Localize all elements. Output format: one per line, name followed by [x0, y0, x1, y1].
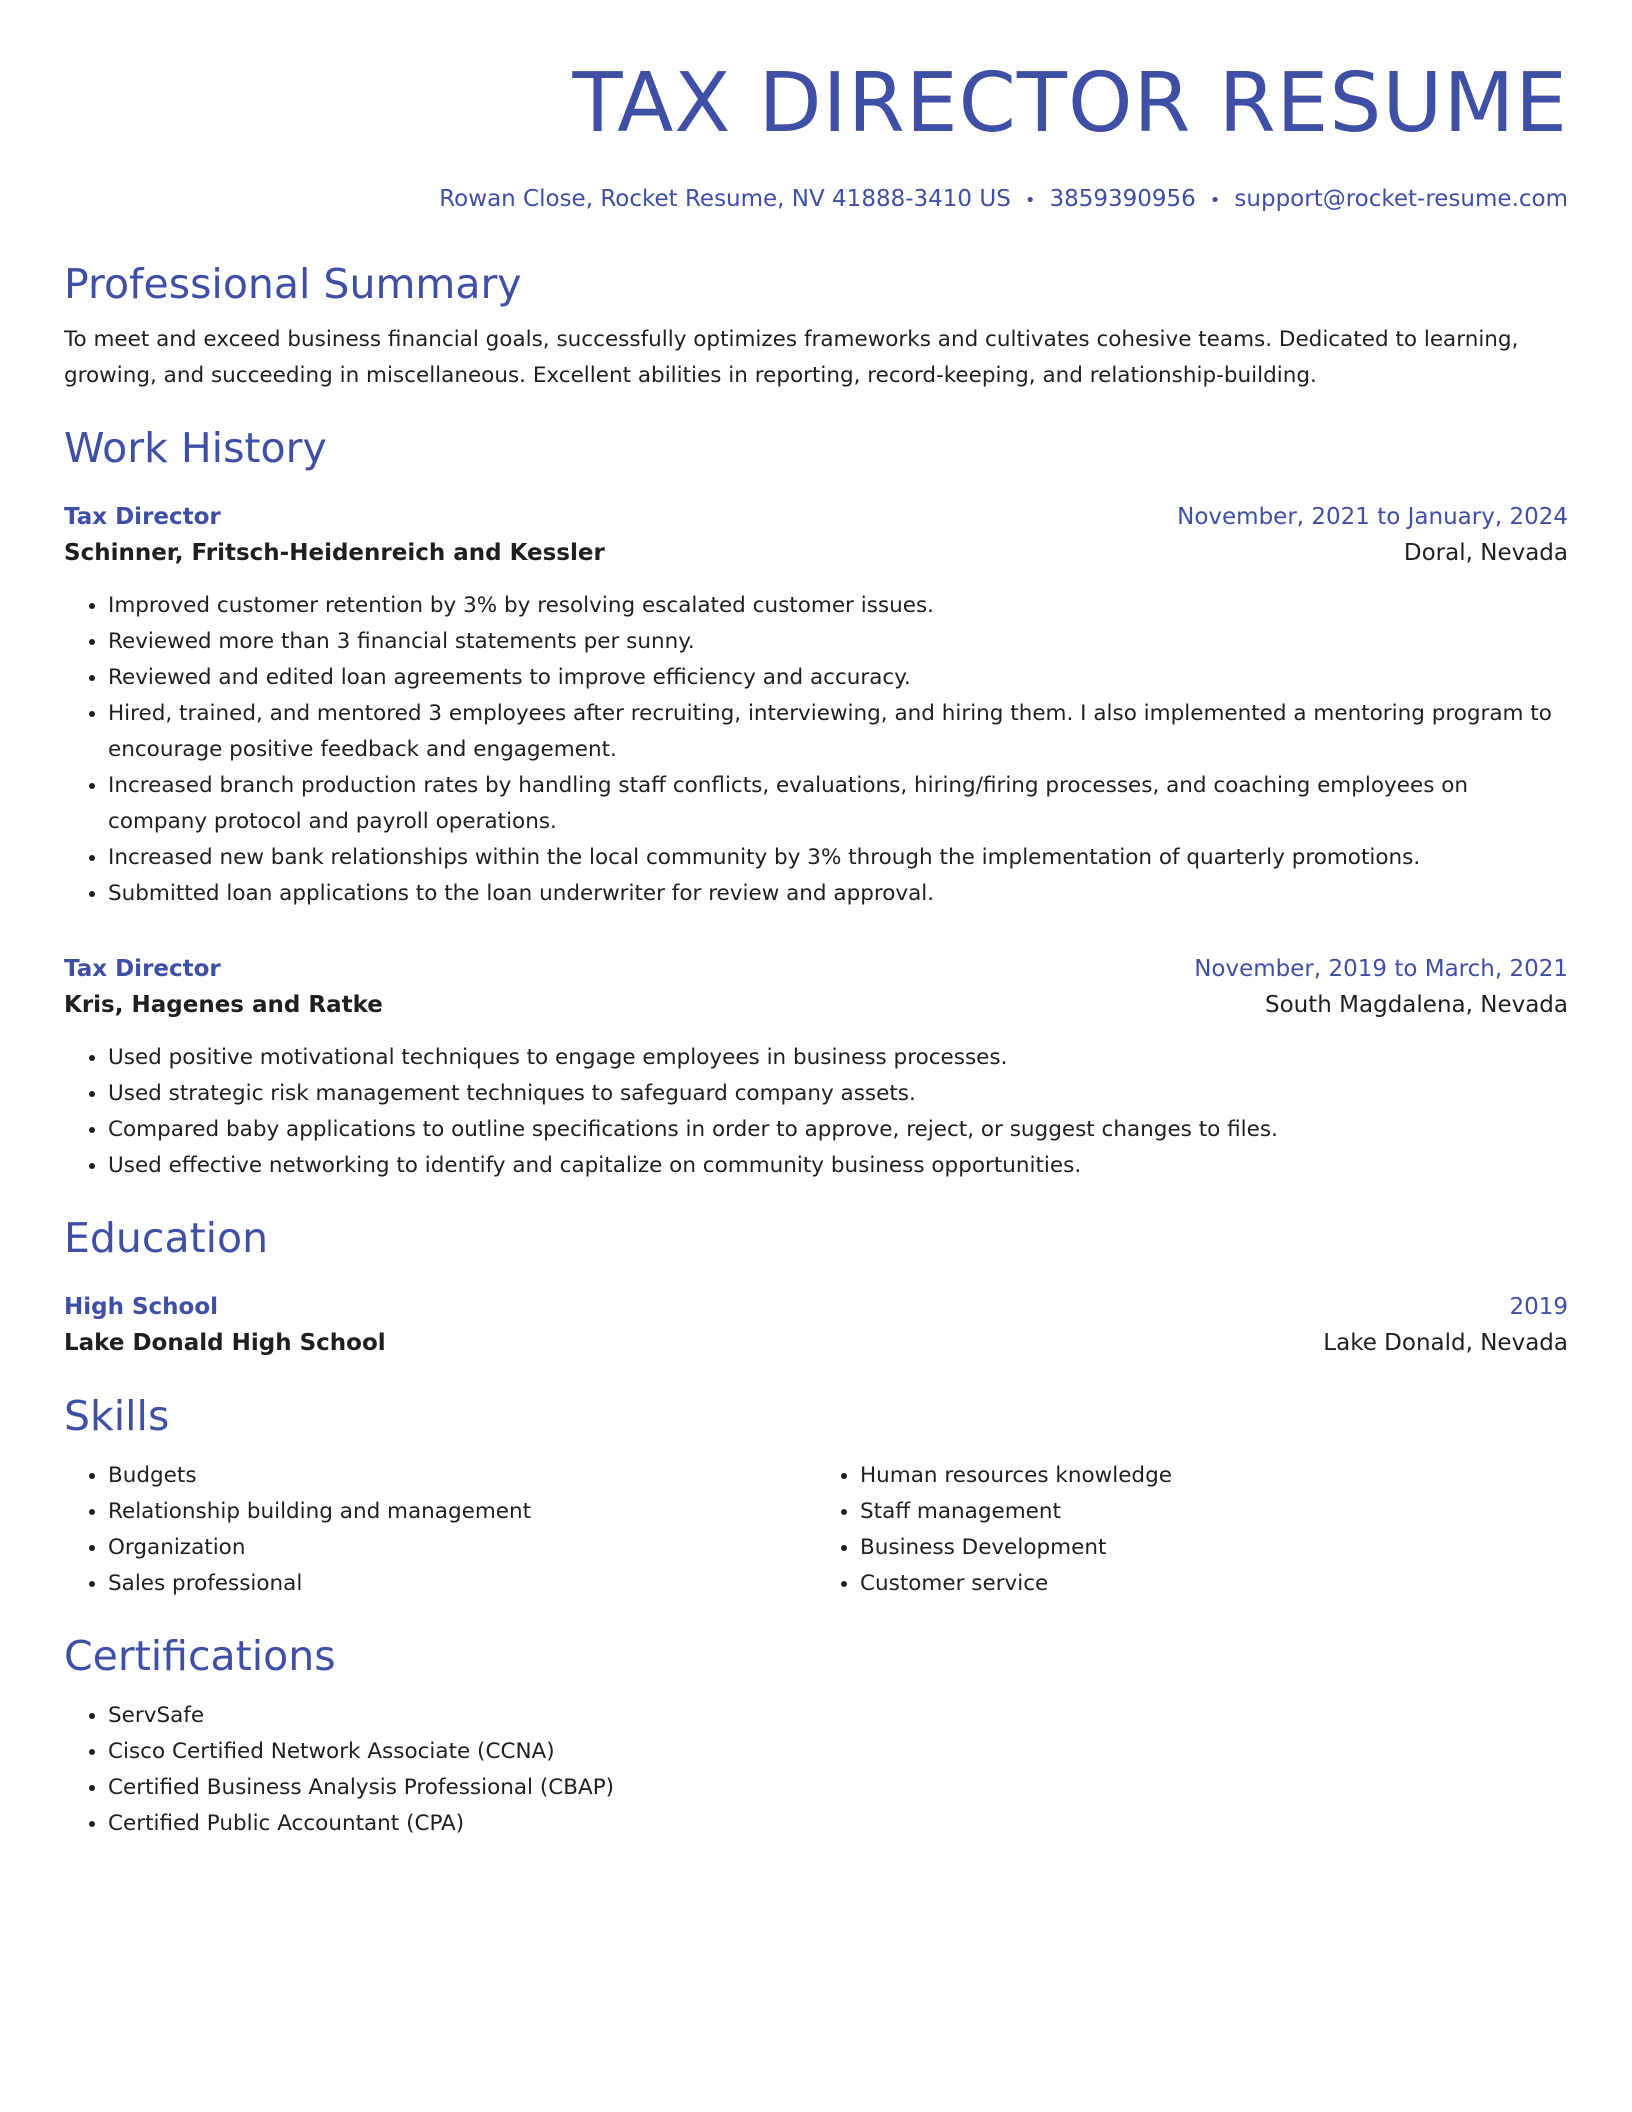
job-bullet: • Increased branch production rates by handling staff conflicts, evaluations, hiring/firing processes, and coaching employees on company protocol and payroll operations.: [108, 768, 1568, 840]
job-location: South Magdalena, Nevada: [1265, 992, 1568, 1018]
skill-item: • Relationship building and management: [108, 1494, 816, 1530]
skill-item: • Human resources knowledge: [860, 1458, 1568, 1494]
summary-text: To meet and exceed business financial goals, successfully optimizes frameworks and cultivates cohesive teams. Dedicated to learning, growing, and succeeding in miscellaneous. Excellent abilities in reporting, record-keeping, and relationship-building.: [64, 327, 1519, 388]
job-header-row: [64, 500, 1568, 534]
skill-item: • Sales professional: [108, 1566, 816, 1602]
contact-phone: 3859390956: [1049, 186, 1196, 212]
education-location: Lake Donald, Nevada: [1323, 1330, 1568, 1356]
skill-item: • Budgets: [108, 1458, 816, 1494]
job-entry-1: [64, 500, 1568, 912]
education-school: Lake Donald High School: [64, 1330, 386, 1356]
job-bullets: [64, 1040, 1568, 1184]
job-bullet: • Used effective networking to identify and capitalize on community business opportunities.: [108, 1148, 1568, 1184]
job-location: Doral, Nevada: [1403, 540, 1568, 566]
education-heading: Education: [64, 1214, 269, 1262]
job-bullet: • Submitted loan applications to the loan underwriter for review and approval.: [108, 876, 1568, 912]
education-entry: [64, 1290, 1568, 1362]
skills-heading: Skills: [64, 1392, 170, 1440]
skill-item: • Business Development: [860, 1530, 1568, 1566]
contact-separator: •: [1024, 190, 1036, 211]
job-role: Tax Director: [64, 956, 221, 982]
skills-list-left: [64, 1458, 816, 1602]
contact-separator: •: [1209, 190, 1221, 211]
certification-item: • Cisco Certified Network Associate (CCNA): [108, 1734, 1568, 1770]
contact-line: [64, 182, 1568, 218]
job-bullet: • Improved customer retention by 3% by resolving escalated customer issues.: [108, 588, 1568, 624]
job-company-row: [64, 986, 1568, 1024]
skill-item: • Organization: [108, 1530, 816, 1566]
education-header-row: [64, 1290, 1568, 1324]
job-company: Kris, Hagenes and Ratke: [64, 992, 383, 1018]
job-company-row: [64, 534, 1568, 572]
summary-heading: Professional Summary: [64, 260, 522, 308]
skills-list-right: [816, 1458, 1568, 1602]
job-bullet: • Reviewed and edited loan agreements to improve efficiency and accuracy.: [108, 660, 1568, 696]
job-bullet: • Increased new bank relationships within the local community by 3% through the implementation of quarterly promotions.: [108, 840, 1568, 876]
work-history-heading: Work History: [64, 424, 327, 472]
skill-item: • Staff management: [860, 1494, 1568, 1530]
job-entry-2: [64, 952, 1568, 1184]
certifications-list: [64, 1698, 1568, 1842]
job-bullet: • Hired, trained, and mentored 3 employees after recruiting, interviewing, and hiring them. I also implemented a mentoring program to encourage positive feedback and engagement.: [108, 696, 1568, 768]
job-bullet: • Reviewed more than 3 financial statements per sunny.: [108, 624, 1568, 660]
skills-columns: [64, 1458, 1568, 1602]
job-bullet: • Used positive motivational techniques to engage employees in business processes.: [108, 1040, 1568, 1076]
education-degree: High School: [64, 1294, 219, 1320]
job-bullets: [64, 588, 1568, 912]
education-school-row: [64, 1324, 1568, 1362]
certification-item: • Certified Business Analysis Professional (CBAP): [108, 1770, 1568, 1806]
certification-item: • ServSafe: [108, 1698, 1568, 1734]
contact-email: support@rocket-resume.com: [1234, 186, 1568, 212]
contact-address: Rowan Close, Rocket Resume, NV 41888-3410 US: [439, 186, 1011, 212]
job-company: Schinner, Fritsch-Heidenreich and Kessler: [64, 540, 605, 566]
resume-title: TAX DIRECTOR RESUME: [572, 56, 1568, 151]
job-role: Tax Director: [64, 504, 221, 530]
job-header-row: [64, 952, 1568, 986]
job-bullet: • Compared baby applications to outline specifications in order to approve, reject, or suggest changes to files.: [108, 1112, 1568, 1148]
certifications-heading: Certifications: [64, 1632, 336, 1680]
job-bullet: • Used strategic risk management techniques to safeguard company assets.: [108, 1076, 1568, 1112]
job-dates: November, 2019 to March, 2021: [1194, 956, 1568, 982]
certification-item: • Certified Public Accountant (CPA): [108, 1806, 1568, 1842]
education-year: 2019: [1509, 1294, 1568, 1320]
job-dates: November, 2021 to January, 2024: [1177, 504, 1568, 530]
skill-item: • Customer service: [860, 1566, 1568, 1602]
